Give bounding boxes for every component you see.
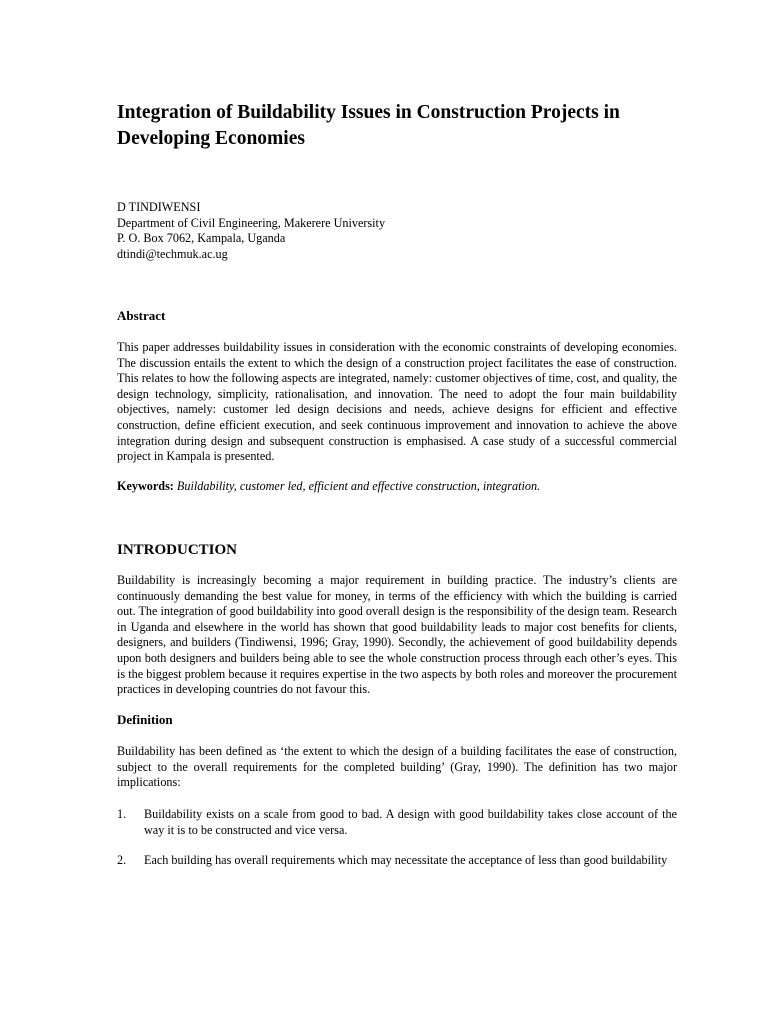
definition-list-item	[117, 807, 677, 838]
author-affiliation: Department of Civil Engineering, Makerere University	[117, 215, 386, 230]
definition-list-item	[117, 853, 677, 869]
abstract-text: This paper addresses buildability issues in consideration with the economic constraints of developing economies. The discussion entails the extent to which the design of a construction project facilitates the ease of construction. This relates to how the following aspects are integrated, namely: customer objectives of time, cost, and quality, the design technology, simplicity, rationalisation, and innovation. The need to adopt the four main buildability objectives, namely: customer led design decisions and needs, achieve designs for efficient and effective construction, define efficient execution, and seek continuous improvement and innovation to achieve the above integration during design and subsequent construction is emphasised. A case study of a successful commercial project in Kampala is presented.	[117, 340, 677, 464]
list-item-number: 2.	[117, 853, 127, 867]
author-address: P. O. Box 7062, Kampala, Uganda	[117, 231, 286, 245]
list-item-text: Buildability exists on a scale from good to bad. A design with good buildability takes close account of the way it is to be constructed and vice versa.	[144, 807, 677, 837]
introduction-heading: INTRODUCTION	[117, 542, 238, 558]
definition-text: Buildability has been defined as ‘the extent to which the design of a building facilitates the ease of construction, subject to the overall requirements for the completed building’ (Gray, 1990). The definition has two major implications:	[117, 744, 677, 790]
list-item-text: Each building has overall requirements which may necessitate the acceptance of less than good buildability	[144, 853, 668, 867]
list-item-number: 1.	[117, 807, 127, 821]
author-name: D TINDIWENSI	[117, 200, 201, 214]
author-email: dtindi@techmuk.ac.ug	[117, 246, 228, 261]
introduction-text: Buildability is increasingly becoming a major requirement in building practice. The industry’s clients are continuously demanding the best value for money, in terms of the efficiency with which the building is carried out. The integration of good buildability into good overall design is the responsibility of the design team. Research in Uganda and elsewhere in the world has shown that good buildability leads to major cost benefits for clients, designers, and builders (Tindiwensi, 1996; Gray, 1990). Secondly, the achievement of good buildability depends upon both designers and builders being able to see the whole construction process through each other’s eyes. This is the biggest problem because it requires expertise in the two aspects by both roles and moreover the procurement practices in developing countries do not favour this.	[117, 573, 677, 697]
keywords-label: Keywords:	[117, 479, 174, 493]
abstract-heading: Abstract	[117, 308, 166, 323]
author-block	[117, 200, 677, 262]
keywords-text: Buildability, customer led, efficient and effective construction, integration.	[176, 479, 541, 493]
keywords-line	[117, 479, 677, 495]
definition-heading: Definition	[117, 712, 173, 727]
paper-title: Integration of Buildability Issues in Construction Projects in Developing Economies	[117, 102, 620, 149]
